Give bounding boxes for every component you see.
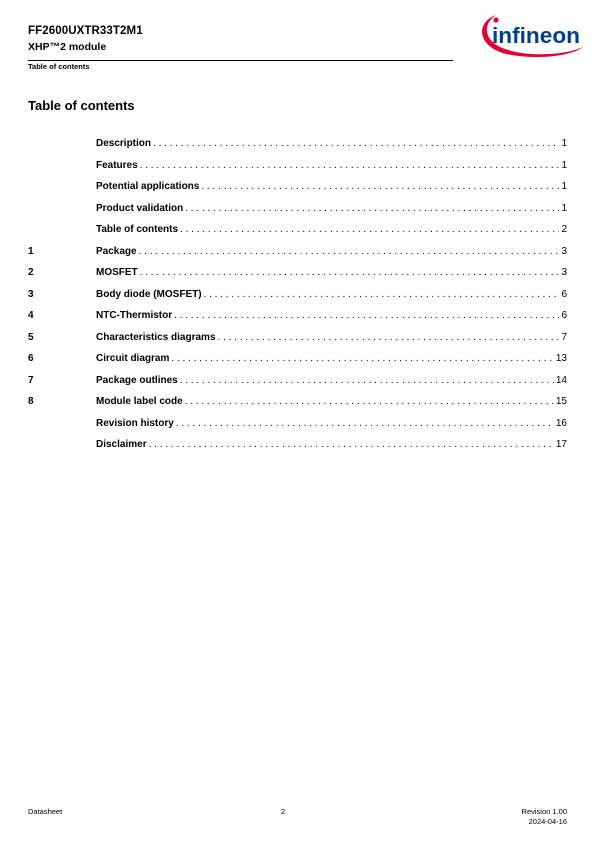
- toc-entry-title[interactable]: Circuit diagram: [96, 353, 170, 364]
- header-section-label: Table of contents: [28, 62, 90, 71]
- toc-entry-page[interactable]: 13: [555, 353, 567, 364]
- toc-dot-leader: [201, 181, 559, 192]
- footer-revision-block: [522, 807, 567, 827]
- toc-entry-line[interactable]: [96, 396, 567, 407]
- toc-entry[interactable]: [28, 133, 567, 155]
- toc-dot-leader: [140, 160, 560, 171]
- header-divider: [28, 60, 453, 61]
- toc-entry-line[interactable]: [96, 246, 567, 257]
- footer-doc-type: Datasheet: [28, 807, 63, 816]
- footer-date: 2024-04-16: [528, 817, 567, 826]
- toc-dot-leader: [218, 332, 560, 343]
- toc-entry-line[interactable]: [96, 160, 567, 171]
- toc-entry-number: 5: [28, 331, 34, 343]
- toc-entry-page[interactable]: 3: [561, 267, 567, 278]
- toc-entry-title[interactable]: Product validation: [96, 202, 184, 214]
- toc-dot-leader: [174, 310, 559, 321]
- document-subtitle: XHP™2 module: [28, 41, 107, 53]
- toc-entry[interactable]: [28, 434, 567, 456]
- toc-entry-line[interactable]: [96, 439, 567, 450]
- toc-entry-number: 4: [28, 310, 34, 321]
- toc-entry-page[interactable]: 1: [561, 138, 567, 149]
- toc-dot-leader: [153, 138, 559, 149]
- toc-entry-number: 8: [28, 396, 34, 407]
- toc-entry[interactable]: [28, 241, 567, 263]
- toc-entry-page[interactable]: 6: [561, 288, 567, 300]
- toc-entry-page[interactable]: 1: [561, 202, 567, 214]
- toc-entry-title[interactable]: NTC-Thermistor: [96, 310, 173, 321]
- toc-entry[interactable]: [28, 155, 567, 177]
- toc-entry-title[interactable]: Description: [96, 138, 152, 149]
- toc-entry-page[interactable]: 1: [561, 159, 567, 171]
- toc-entry-page[interactable]: 16: [555, 417, 567, 429]
- toc-dot-leader: [204, 289, 560, 300]
- toc-entry-title[interactable]: Package: [96, 245, 137, 257]
- toc-dot-leader: [139, 246, 560, 257]
- toc-entry-line[interactable]: [96, 353, 567, 364]
- toc-entry-title[interactable]: MOSFET: [96, 267, 138, 278]
- infineon-logo: [478, 10, 586, 62]
- toc-dot-leader: [171, 353, 554, 364]
- toc-dot-leader: [176, 418, 554, 429]
- toc-entry-page[interactable]: 6: [561, 310, 567, 321]
- toc-entry-title[interactable]: Characteristics diagrams: [96, 331, 216, 343]
- toc-dot-leader: [180, 224, 559, 235]
- toc-dot-leader: [185, 396, 554, 407]
- toc-entry-line[interactable]: [96, 181, 567, 192]
- toc-entry-title[interactable]: Body diode (MOSFET): [96, 288, 202, 300]
- toc-entry-line[interactable]: [96, 375, 567, 386]
- toc-entry-number: 7: [28, 374, 34, 386]
- toc-dot-leader: [185, 203, 559, 214]
- toc-entry-line[interactable]: [96, 267, 567, 278]
- toc-entry-title[interactable]: Package outlines: [96, 374, 178, 386]
- toc-entry[interactable]: [28, 327, 567, 349]
- toc-entry-line[interactable]: [96, 138, 567, 149]
- toc-dot-leader: [180, 375, 554, 386]
- toc-dot-leader: [140, 267, 560, 278]
- toc-entry-page[interactable]: 15: [555, 396, 567, 407]
- toc-entry[interactable]: [28, 176, 567, 198]
- toc-entry-page[interactable]: 17: [555, 439, 567, 450]
- footer-revision: Revision 1.00: [521, 807, 567, 816]
- toc-entry[interactable]: [28, 413, 567, 435]
- toc-entry-page[interactable]: 3: [561, 245, 567, 257]
- toc-entry-number: 6: [28, 353, 34, 364]
- toc-entry[interactable]: [28, 370, 567, 392]
- toc-entry[interactable]: [28, 219, 567, 241]
- toc-entry-line[interactable]: [96, 418, 567, 429]
- toc-entry-number: 2: [28, 267, 34, 278]
- toc-entry-page[interactable]: 1: [561, 181, 567, 192]
- toc-heading: Table of contents: [28, 98, 135, 113]
- toc-entry-line[interactable]: [96, 310, 567, 321]
- logo-i-dot: [493, 17, 498, 22]
- toc-entry[interactable]: [28, 198, 567, 220]
- toc-entry-title[interactable]: Module label code: [96, 396, 183, 407]
- toc-entry-line[interactable]: [96, 203, 567, 214]
- toc-entry-page[interactable]: 7: [561, 331, 567, 343]
- toc-entry-line[interactable]: [96, 332, 567, 343]
- toc-entry-title[interactable]: Disclaimer: [96, 439, 147, 450]
- toc-entry-line[interactable]: [96, 289, 567, 300]
- toc-entry-title[interactable]: Table of contents: [96, 224, 179, 235]
- toc-entry[interactable]: [28, 391, 567, 413]
- toc-entry[interactable]: [28, 262, 567, 284]
- toc-entry-title[interactable]: Features: [96, 159, 138, 171]
- toc-entry[interactable]: [28, 284, 567, 306]
- toc-entry[interactable]: [28, 305, 567, 327]
- toc-entry-line[interactable]: [96, 224, 567, 235]
- toc-entry[interactable]: [28, 348, 567, 370]
- toc-entry-number: 3: [28, 288, 34, 300]
- toc-entry-page[interactable]: 2: [561, 224, 567, 235]
- toc-entry-title[interactable]: Potential applications: [96, 181, 200, 192]
- logo-text: infineon: [492, 23, 580, 48]
- table-of-contents: [28, 133, 567, 456]
- toc-dot-leader: [149, 439, 554, 450]
- toc-entry-title[interactable]: Revision history: [96, 417, 174, 429]
- toc-entry-number: 1: [28, 245, 34, 257]
- document-title: FF2600UXTR33T2M1: [28, 25, 143, 37]
- footer-page-number: 2: [281, 807, 286, 816]
- toc-entry-page[interactable]: 14: [555, 374, 567, 386]
